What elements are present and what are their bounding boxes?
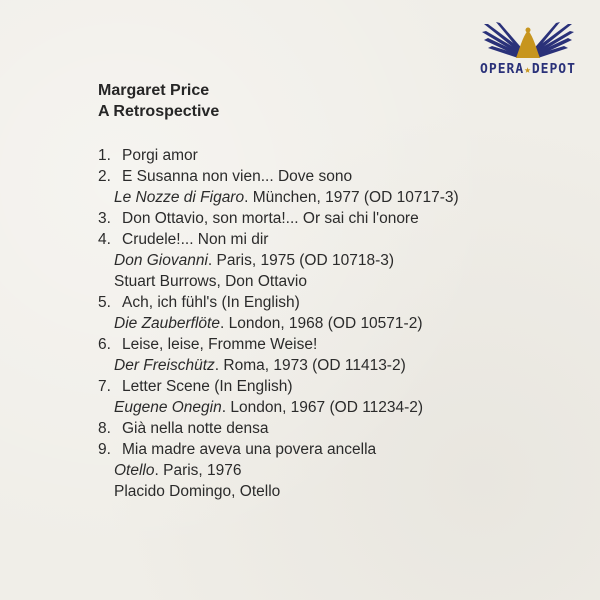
track-title: Leise, leise, Fromme Weise! — [122, 336, 318, 353]
track-number: 5. — [98, 294, 111, 311]
track-number: 1. — [98, 147, 111, 164]
track-item — [98, 376, 518, 397]
track-item — [98, 439, 518, 460]
opera-title: Eugene Onegin — [114, 399, 222, 416]
track-listing — [98, 80, 518, 502]
track-number: 7. — [98, 378, 111, 395]
track-title: Porgi amor — [122, 147, 198, 164]
track-item — [98, 292, 518, 313]
track-source — [98, 313, 518, 334]
track-number: 2. — [98, 168, 111, 185]
logo-text-depot: DEPOT — [531, 62, 576, 77]
album-title — [98, 80, 518, 122]
track-title: Crudele!... Non mi dir — [122, 231, 269, 248]
winged-bell-icon — [478, 18, 578, 62]
recording-details: . Paris, 1976 — [154, 462, 242, 479]
recording-details: . München, 1977 (OD 10717-3) — [244, 189, 459, 206]
track-note: Stuart Burrows, Don Ottavio — [114, 273, 307, 290]
track-number: 4. — [98, 231, 111, 248]
recording-details: . Roma, 1973 (OD 11413-2) — [214, 357, 406, 374]
track-item — [98, 145, 518, 166]
track-source — [98, 355, 518, 376]
opera-depot-logo — [478, 18, 578, 88]
track-title: Ach, ich fühl's (In English) — [122, 294, 300, 311]
track-note: Placido Domingo, Otello — [114, 483, 281, 500]
artist-name: Margaret Price — [98, 82, 210, 99]
track-number: 6. — [98, 336, 111, 353]
track-item — [98, 208, 518, 229]
opera-title: Otello — [114, 462, 155, 479]
track-item — [98, 229, 518, 250]
track-title: E Susanna non vien... Dove sono — [122, 168, 353, 185]
opera-title: Don Giovanni — [114, 252, 208, 269]
track-title: Don Ottavio, son morta!... Or sai chi l'onore — [122, 210, 419, 227]
track-number: 3. — [98, 210, 111, 227]
opera-title: Der Freischütz — [114, 357, 215, 374]
logo-wordmark — [478, 62, 578, 77]
track-title: Letter Scene (In English) — [122, 378, 293, 395]
recording-details: . Paris, 1975 (OD 10718-3) — [207, 252, 395, 269]
opera-title: Die Zauberflöte — [114, 315, 220, 332]
track-title: Già nella notte densa — [122, 420, 269, 437]
track-number: 8. — [98, 420, 111, 437]
track-source — [98, 397, 518, 418]
track-source — [98, 187, 518, 208]
recording-details: . London, 1968 (OD 10571-2) — [219, 315, 423, 332]
track-item — [98, 334, 518, 355]
track-list — [98, 145, 518, 502]
track-source — [98, 460, 518, 481]
track-item — [98, 166, 518, 187]
star-icon: ★ — [524, 63, 532, 76]
recording-details: . London, 1967 (OD 11234-2) — [221, 399, 424, 416]
logo-text-opera: OPERA — [480, 62, 525, 77]
album-name: A Retrospective — [98, 103, 220, 120]
opera-title: Le Nozze di Figaro — [114, 189, 245, 206]
track-item — [98, 418, 518, 439]
track-title: Mia madre aveva una povera ancella — [122, 441, 377, 458]
track-source — [98, 250, 518, 271]
track-number: 9. — [98, 441, 111, 458]
